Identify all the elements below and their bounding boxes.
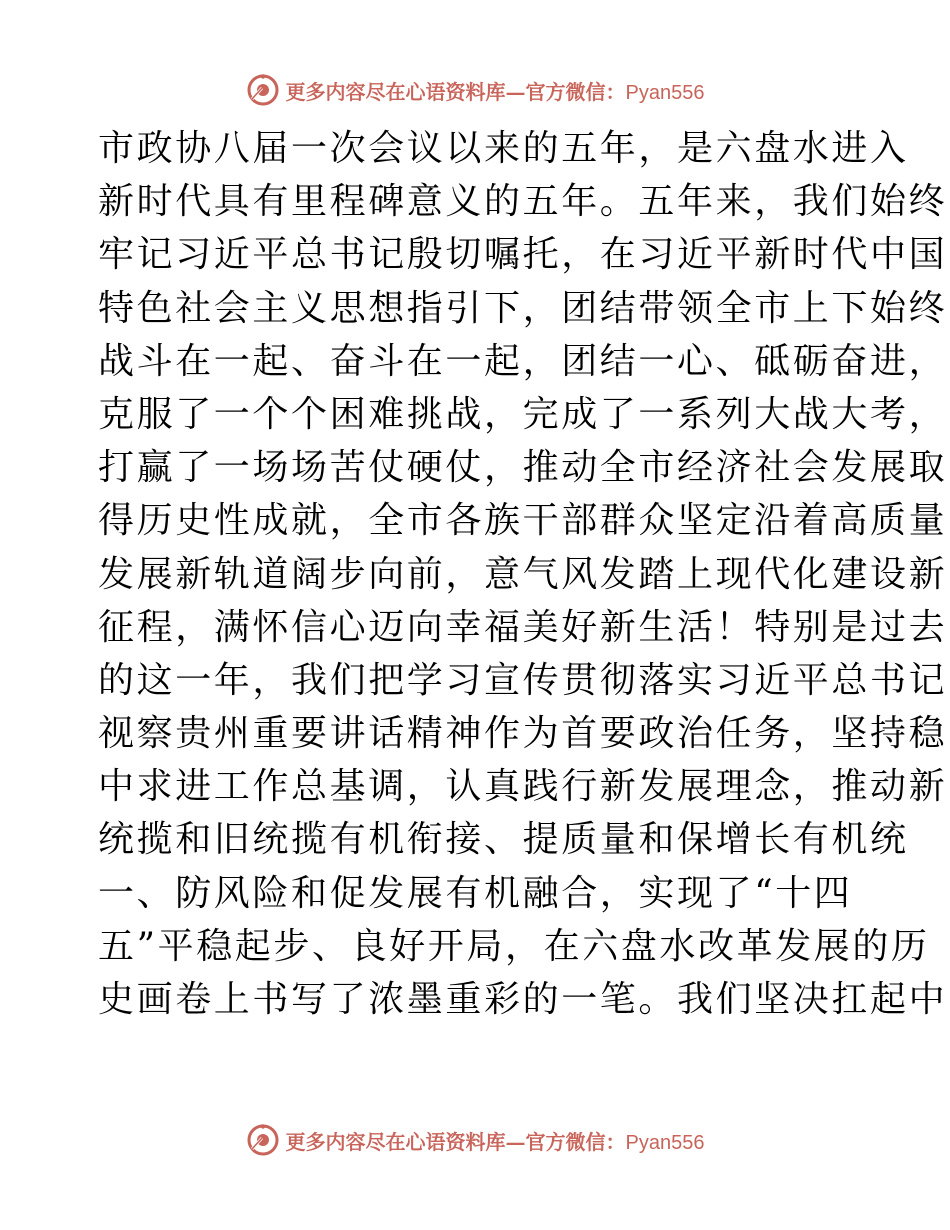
text-line: 的这一年，我们把学习宣传贯彻落实习近平总书记: [98, 659, 948, 701]
footer-watermark: [0, 1120, 950, 1160]
watermark-account: Pyan556: [625, 81, 705, 104]
text-line: 战斗在一起、奋斗在一起，团结一心、砥砺奋进，: [98, 340, 948, 382]
text-line: 五”平稳起步、良好开局，在六盘水改革发展的历: [98, 925, 930, 967]
text-line: 克服了一个个困难挑战，完成了一系列大战大考，: [98, 393, 948, 435]
seal-logo-icon: [246, 73, 280, 107]
body-text: [98, 122, 948, 1026]
text-line: 得历史性成就，全市各族干部群众坚定沿着高质量: [98, 500, 948, 542]
watermark-text: 更多内容尽在心语资料库—官方微信：Pyan556: [285, 1129, 705, 1154]
text-line: 特色社会主义思想指引下，团结带领全市上下始终: [98, 287, 948, 329]
seal-logo-icon: [246, 1123, 280, 1157]
text-line: 发展新轨道阔步向前，意气风发踏上现代化建设新: [98, 553, 948, 595]
text-line: 市政协八届一次会议以来的五年，是六盘水进入: [98, 128, 909, 169]
text-line: 新时代具有里程碑意义的五年。五年来，我们始终: [98, 181, 948, 223]
text-line: 视察贵州重要讲话精神作为首要政治任务，坚持稳: [98, 713, 948, 755]
text-line: 统揽和旧统揽有机衔接、提质量和保增长有机统: [98, 819, 909, 861]
header-watermark: [0, 70, 950, 110]
text-line: 打赢了一场场苦仗硬仗，推动全市经济社会发展取: [98, 447, 948, 489]
watermark-account: Pyan556: [625, 1131, 705, 1154]
text-line: 牢记习近平总书记殷切嘱托，在习近平新时代中国: [98, 234, 948, 276]
text-line: 史画卷上书写了浓墨重彩的一笔。我们坚决扛起中: [98, 979, 948, 1020]
text-line: 中求进工作总基调，认真践行新发展理念，推动新: [98, 766, 948, 808]
text-line: 一、防风险和促发展有机融合，实现了“十四: [98, 872, 853, 914]
watermark-text: 更多内容尽在心语资料库—官方微信：Pyan556: [285, 79, 705, 104]
text-line: 征程，满怀信心迈向幸福美好新生活！特别是过去: [98, 606, 948, 648]
